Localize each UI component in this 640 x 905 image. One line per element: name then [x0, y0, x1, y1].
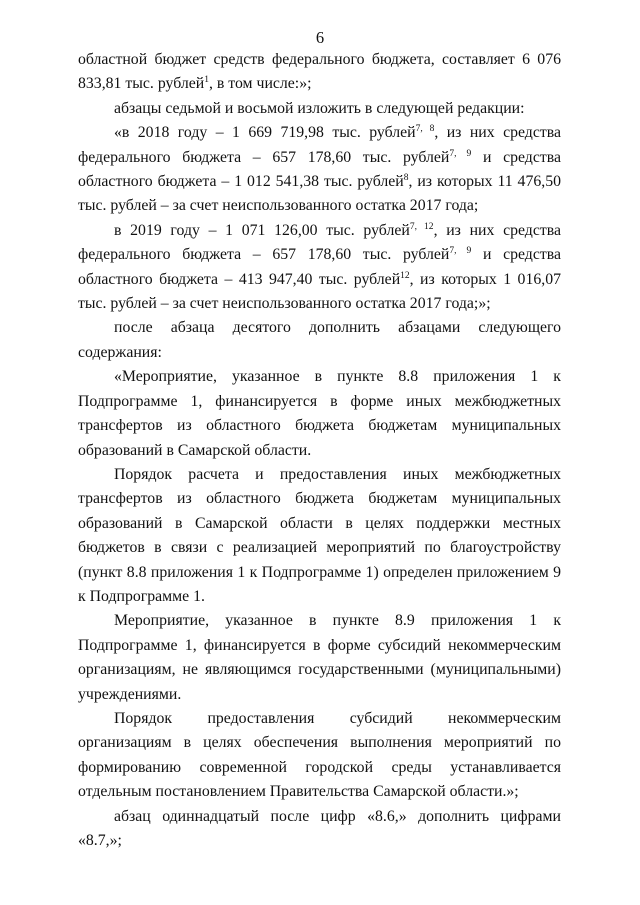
footnote-marker: 7, 9 [449, 148, 472, 159]
paragraph-text: Порядок предоставления субсидий некоммерческим организациям в целях обеспечения выполнения мероприятий по формированию современной городской среды устанавливается отдельным постановлением Правительства Самарской области.»; [78, 709, 561, 801]
paragraph-p2 [78, 97, 561, 121]
paragraph-p4 [78, 219, 561, 317]
paragraph-p3 [78, 121, 561, 219]
paragraph-p10 [78, 805, 561, 854]
paragraph-text: , в том числе:»; [208, 75, 312, 93]
paragraph-text: , из них средства федерального бюджета – 657 178,60 тыс. рублей [78, 124, 561, 166]
footnote-marker: 7, 12 [409, 221, 434, 232]
page-number: 6 [315, 28, 325, 47]
footnote-marker: 12 [400, 270, 410, 281]
footnote-marker: 7, 9 [449, 246, 472, 257]
paragraph-text: в 2019 году – 1 071 126,00 тыс. рублей [114, 221, 410, 239]
paragraph-text: «Мероприятие, указанное в пункте 8.8 приложения 1 к Подпрограмме 1, финансируется в форме иных межбюджетных трансфертов из областного бюджета бюджетам муниципальных образований в Самарской области. [78, 368, 561, 459]
footnote-marker: 8 [403, 173, 409, 184]
paragraph-text: , из которых 11 476,50 тыс. рублей – за счет неиспользованного остатка 2017 года; [78, 173, 561, 215]
paragraph-text: , из которых 1 016,07 тыс. рублей – за счет неиспользованного остатка 2017 года;»; [78, 270, 561, 313]
paragraph-p6 [78, 365, 561, 463]
paragraph-text: , из них средства федерального бюджета – 657 178,60 тыс. рублей [78, 221, 562, 264]
paragraph-text: после абзаца десятого дополнить абзацами следующего содержания: [78, 319, 561, 361]
paragraph-p8 [78, 609, 561, 707]
paragraph-text: областной бюджет средств федерального бюджета, составляет 6 076 833,81 тыс. рублей [78, 51, 561, 93]
paragraph-text: Порядок расчета и предоставления иных межбюджетных трансфертов из областного бюджета бюджетам муниципальных образований в Самарской области в целях поддержки местных бюджетов в связи с реализацией мероприятий по благоустройству (пункт 8.8 приложения 1 к Подпрограмме 1) определен приложением 9 к Подпрограмме 1. [78, 465, 561, 605]
paragraph-text: Мероприятие, указанное в пункте 8.9 приложения 1 к Подпрограмме 1, финансируется в форме субсидий некоммерческим организациям, не являющимся государственными (муниципальными) учреждениями. [78, 612, 561, 703]
paragraph-text: «в 2018 году – 1 669 719,98 тыс. рублей [114, 124, 416, 142]
paragraph-text: абзац одиннадцатый после цифр «8.6,» дополнить цифрами «8.7,»; [78, 807, 561, 849]
paragraph-p7 [78, 463, 561, 609]
paragraph-p5 [78, 316, 561, 365]
paragraph-p1 [78, 48, 561, 97]
paragraph-text: абзацы седьмой и восьмой изложить в следующей редакции: [114, 99, 525, 117]
paragraph-text: и средства областного бюджета – 1 012 541,38 тыс. рублей [78, 148, 562, 191]
paragraph-p9 [78, 707, 561, 805]
footnote-marker: 7, 8 [415, 124, 435, 135]
document-body [78, 48, 561, 853]
paragraph-text: и средства областного бюджета – 413 947,40 тыс. рублей [78, 246, 562, 288]
footnote-marker: 1 [204, 75, 209, 86]
